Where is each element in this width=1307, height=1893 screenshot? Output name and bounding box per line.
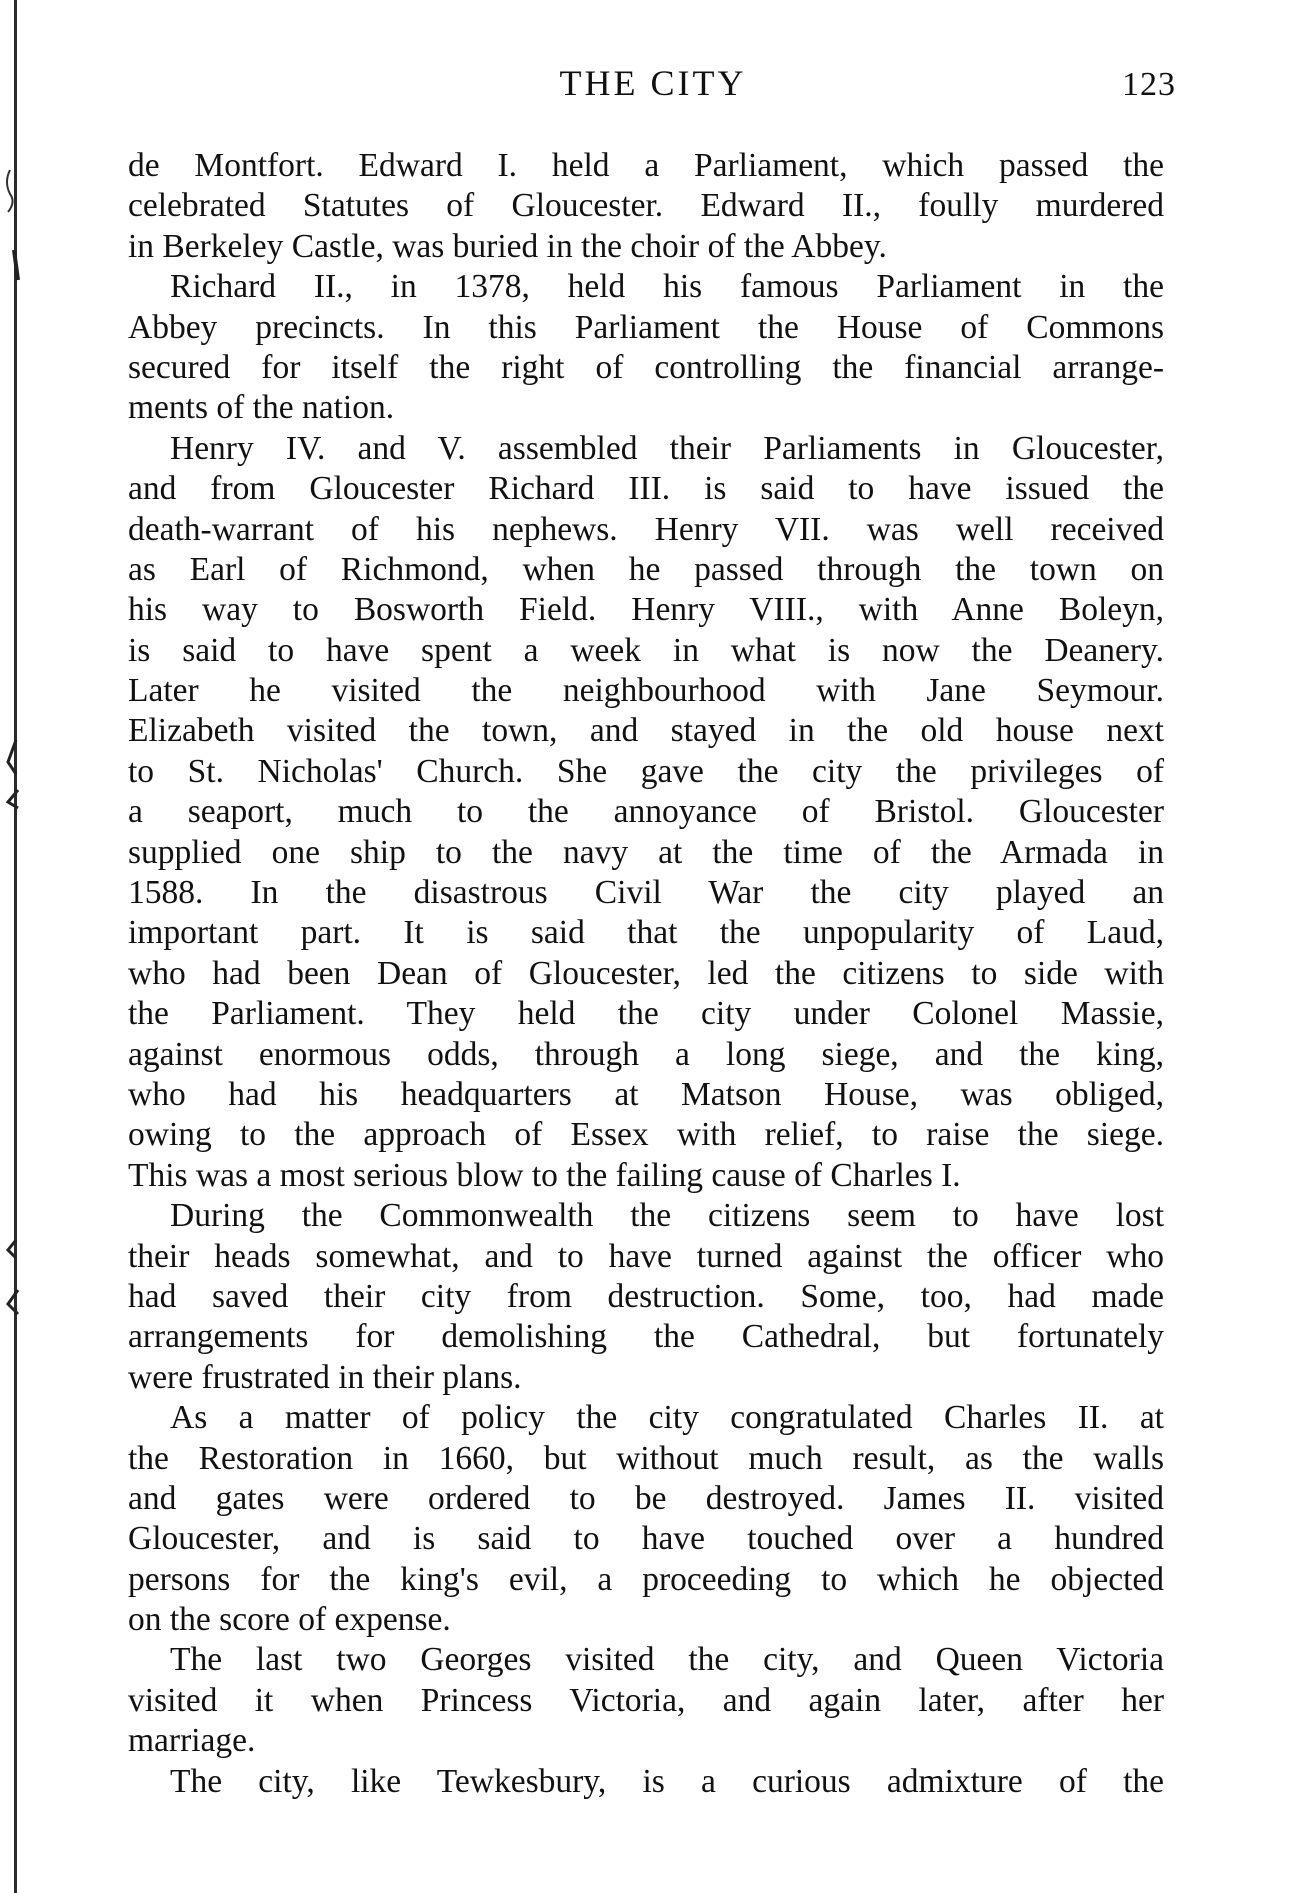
text-line: the Restoration in 1660, but without much result, as the walls [128,1439,1164,1477]
text-line: visited it when Princess Victoria, and again later, after her [128,1681,1164,1719]
text-line: against enormous odds, through a long siege, and the king, [128,1035,1164,1073]
text-line: who had been Dean of Gloucester, led the citizens to side with [128,954,1164,992]
running-title: THE CITY [559,63,747,103]
text-line: on the score of expense. [128,1601,451,1639]
text-line: Later he visited the neighbourhood with Jane Seymour. [128,672,1164,710]
text-line: owing to the approach of Essex with relief, to raise the siege. [128,1116,1164,1154]
text-line: celebrated Statutes of Gloucester. Edward II., foully murdered [128,187,1164,225]
text-line: During the Commonwealth the citizens seem to have lost [170,1197,1164,1235]
text-line: his way to Bosworth Field. Henry VIII., with Anne Boleyn, [128,591,1164,629]
text-line: persons for the king's evil, a proceeding to which he objected [128,1560,1164,1598]
text-line: important part. It is said that the unpopularity of Laud, [128,914,1164,952]
binding-specks [2,0,32,1893]
text-line: ments of the nation. [128,389,395,427]
text-line: marriage. [128,1722,256,1760]
text-line: death-warrant of his nephews. Henry VII. was well received [128,510,1164,548]
page-number: 123 [1122,66,1176,103]
text-line: Elizabeth visited the town, and stayed in the old house next [128,712,1164,750]
text-line: Abbey precincts. In this Parliament the House of Commons [128,308,1164,346]
text-line: who had his headquarters at Matson House, was obliged, [128,1075,1164,1113]
text-line: de Montfort. Edward I. held a Parliament, which passed the [128,147,1164,184]
text-line: and from Gloucester Richard III. is said to have issued the [128,470,1164,508]
text-line: as Earl of Richmond, when he passed through the town on [128,550,1164,588]
page-header [128,62,1178,112]
text-line: supplied one ship to the navy at the time of the Armada in [128,833,1164,871]
text-line: secured for itself the right of controlling the financial arrange- [128,348,1164,386]
text-line: This was a most serious blow to the failing cause of Charles I. [128,1156,961,1194]
text-line: had saved their city from destruction. Some, too, had made [128,1277,1164,1315]
text-line: Richard II., in 1378, held his famous Parliament in the [170,268,1164,306]
text-line: arrangements for demolishing the Cathedral, but fortunately [128,1318,1164,1356]
text-line: Gloucester, and is said to have touched over a hundred [128,1520,1164,1558]
text-line: in Berkeley Castle, was buried in the choir of the Abbey. [128,227,887,265]
text-line: Henry IV. and V. assembled their Parliaments in Gloucester, [170,429,1164,467]
text-line: is said to have spent a week in what is now the Deanery. [128,631,1164,669]
text-line: were frustrated in their plans. [128,1358,522,1396]
text-line: to St. Nicholas' Church. She gave the city the privileges of [128,752,1164,790]
text-line: their heads somewhat, and to have turned against the officer who [128,1237,1164,1275]
text-line: As a matter of policy the city congratulated Charles II. at [170,1399,1164,1437]
text-line: the Parliament. They held the city under Colonel Massie, [128,995,1164,1033]
text-line: 1588. In the disastrous Civil War the city played an [128,874,1164,912]
body-text [128,146,1164,1802]
text-line: The last two Georges visited the city, and Queen Victoria [170,1641,1164,1679]
text-line: and gates were ordered to be destroyed. James II. visited [128,1479,1164,1517]
text-line: a seaport, much to the annoyance of Bristol. Gloucester [128,793,1164,831]
text-line: The city, like Tewkesbury, is a curious admixture of the [170,1762,1164,1800]
